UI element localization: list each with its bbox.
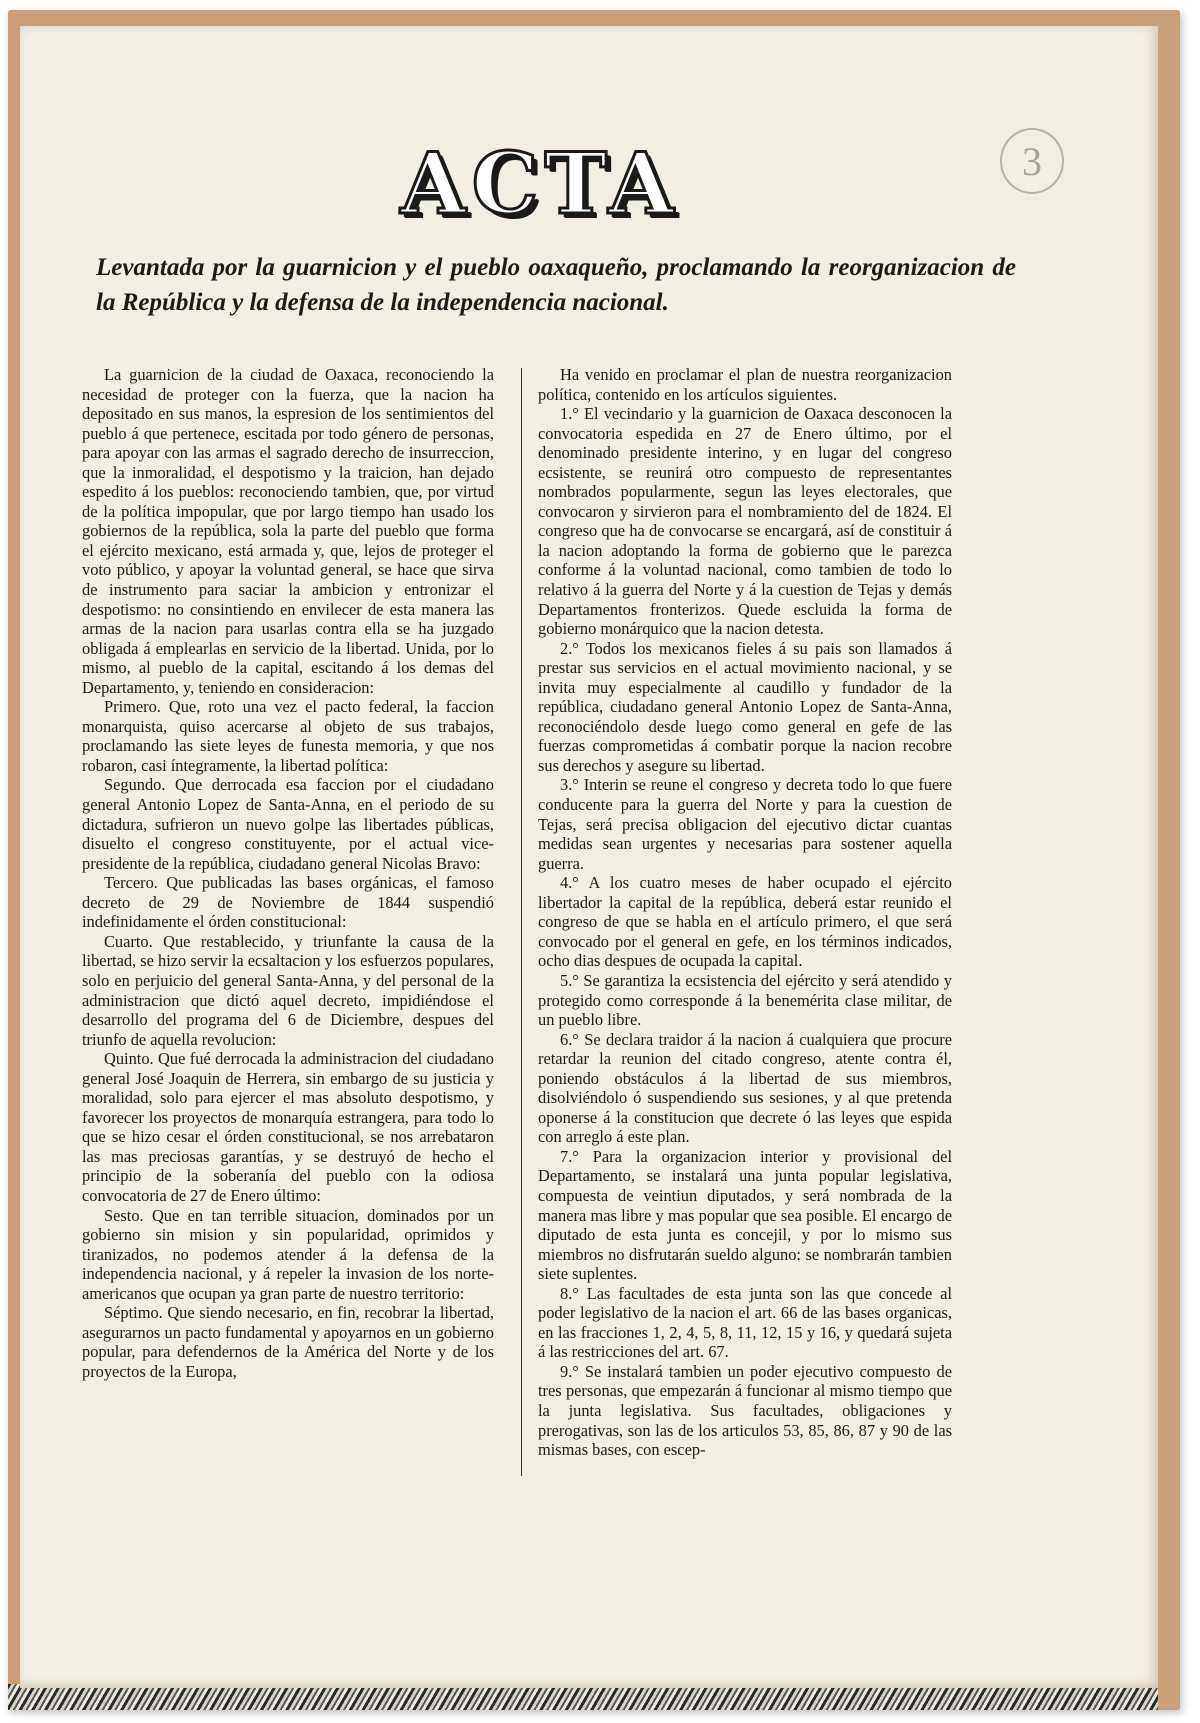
article-8: 8.° Las facultades de esta junta son las que concede al poder legislativo de la nacion el art. 66 de las bases organicas, en las fracciones 1, 2, 4, 5, 8, 11, 12, 15 y 16, y quedará sujeta á las restricciones del art. 67. <box>538 1283 952 1362</box>
paragraph: La guarnicion de la ciudad de Oaxaca, reconociendo la necesidad de proteger con la fuerza, que la nacion ha depositado en sus manos, la espresion de los sentimientos del pueblo á que pertenece, escitada por todo género de personas, para apoyar con las armas el sagrado derecho de insurreccion, que la inmoralidad, el despotismo y la traicion, han dejado espedito á los pueblos: reconociendo tambien, que, por virtud de la política impopular, que por largo tiempo han usado los gobiernos de la república, sola la parte del pueblo que forma el ejército mexicano, está armada y, que, lejos de proteger el voto público, y apoyar la voluntad general, se hace que sirva de instrumento para saciar la ambicion y entronizar el despotismo: no consintiendo en envilecer de esta manera las armas de la nacion para usarlas contra ella se ha juzgado obligada á emplearlas en servicio de la libertad. Unida, por lo mismo, al pueblo de la capital, escitando á los demas del Departamento, y, teniendo en consideracion: <box>82 365 494 697</box>
paragraph: Sesto. Que en tan terrible situacion, dominados por un gobierno sin mision y sin popularidad, oprimidos y tiranizados, no podemos atender á la defensa de la independencia nacional, y á repeler la invasion de los norte-americanos que ocupan ya gran parte de nuestro territorio: <box>82 1205 494 1303</box>
paragraph: Tercero. Que publicadas las bases orgánicas, el famoso decreto de 29 de Noviembre de 1844 suspendió indefinidamente el órden constitucional: <box>82 873 494 932</box>
article-7: 7.° Para la organizacion interior y provisional del Departamento, se instalará una junta popular legislativa, compuesta de veintiun diputados, y será nombrada de la manera mas libre y mas popular que sea posible. El encargo de diputado de esta junta es concejil, y por lo mismo sus miembros no disfrutarán sueldo alguno: se nombrarán tambien siete suplentes. <box>538 1146 952 1284</box>
article-4: 4.° A los cuatro meses de haber ocupado el ejército libertador la capital de la república, deberá estar reunido el congreso de que se habla en el artículo primero, el que será convocado por el general en gefe, en los términos indicados, ocho dias despues de ocupada la capital. <box>538 873 952 971</box>
article-5: 5.° Se garantiza la ecsistencia del ejército y será atendido y protegido como corresponde á la benemérita clase militar, de un pueblo libre. <box>538 970 952 1030</box>
article-3: 3.° Interin se reune el congreso y decreta todo lo que fuere conducente para la guerra del Norte y para la cuestion de Tejas, será precisa obligacion del ejecutivo dictar cuantas medidas sean urgentes y necesarias para sostener aquella guerra. <box>538 775 952 873</box>
paragraph: Primero. Que, roto una vez el pacto federal, la faccion monarquista, quiso acercarse al objeto de sus trabajos, proclamando las siete leyes de funesta memoria, y que nos robaron, casi íntegramente, la libertad política: <box>82 697 494 775</box>
right-column <box>538 365 952 1460</box>
article-9: 9.° Se instalará tambien un poder ejecutivo compuesto de tres personas, que empezarán á funcionar al mismo tiempo que la junta legislativa. Sus facultades, obligaciones y prerogativas, son las de los articulos 53, 85, 86, 87 y 90 de las mismas bases, con escep- <box>538 1361 952 1460</box>
column-divider <box>521 368 522 1476</box>
paragraph: Cuarto. Que restablecido, y triunfante la causa de la libertad, se hizo servir la ecsaltacion y los esfuerzos populares, solo en perjuicio del general Santa-Anna, y del personal de la administracion que dictó aquel decreto, impidiéndose el desarrollo del programa del 6 de Diciembre, despues del triunfo de aquella revolucion: <box>82 931 494 1049</box>
article-2: 2.° Todos los mexicanos fieles á su pais son llamados á prestar sus servicios en el actual movimiento nacional, y se invita muy especialmente al caudillo y fundador de la república, ciudadano general Antonio Lopez de Santa-Anna, reconociéndolo desde luego como general en gefe de las fuerzas comprometidas á combatir porque la nacion recobre sus derechos y asegure su libertad. <box>538 638 952 775</box>
pencil-mark: 3 <box>1000 128 1064 194</box>
article-1: 1.° El vecindario y la guarnicion de Oaxaca desconocen la convocatoria espedida en 27 de Enero último, por el denominado presidente interino, y en lugar del congreso ecsistente, se reunirá otro compuesto de representantes nombrados popularmente, segun las leyes electorales, que convocaron y sirvieron para el nombramiento del de 1824. El congreso que ha de convocarse se encargará, así de constituir á la nacion adoptando la forma de gobierno que le parezca conforme á la voluntad nacional, como tambien de todo lo relativo á la guerra del Norte y á la cuestion de Tejas y demás Departamentos fronterizos. Quede escluida la forma de gobierno monárquico que la nacion detesta. <box>538 404 952 639</box>
article-6: 6.° Se declara traidor á la nacion á cualquiera que procure retardar la reunion del citado congreso, atente contra él, poniendo obstáculos á la libertad de sus miembros, disolviéndolo ó suspendiendo sus sesiones, y al que pretenda oponerse á la constitucion que decrete ó las leyes que espida con arreglo á este plan. <box>538 1029 952 1147</box>
document-title: ACTA <box>400 134 680 233</box>
paragraph: Segundo. Que derrocada esa faccion por el ciudadano general Antonio Lopez de Santa-Anna, en el periodo de su dictadura, sufrieron un nuevo golpe las libertades públicas, disuelto el congreso constituyente, por el actual vice-presidente de la república, ciudadano general Nicolas Bravo: <box>82 775 494 873</box>
paragraph: Quinto. Que fué derrocada la administracion del ciudadano general José Joaquin de Herrera, sin embargo de su justicia y moralidad, solo para ejercer el mas absoluto despotismo, y favorecer los proyectos de monarquía estrangera, para todo lo que se hizo cesar el órden constitucional, se nos arrebataron las mas preciosas garantías, y se destruyó de hecho el principio de la soberanía del pueblo con la odiosa convocatoria de 27 de Enero último: <box>82 1049 494 1205</box>
document-subtitle: Levantada por la guarnicion y el pueblo oaxaqueño, proclamando la reorganizacion de la República y la defensa de la independencia nacional. <box>96 254 1016 316</box>
left-column <box>82 365 494 1381</box>
paragraph: Ha venido en proclamar el plan de nuestra reorganizacion política, contenido en los artículos siguientes. <box>538 365 952 404</box>
paragraph: Séptimo. Que siendo necesario, en fin, recobrar la libertad, asegurarnos un pacto fundamental y apoyarnos en un gobierno popular, para defendernos de la América del Norte y de los proyectos de la Europa, <box>82 1303 494 1381</box>
